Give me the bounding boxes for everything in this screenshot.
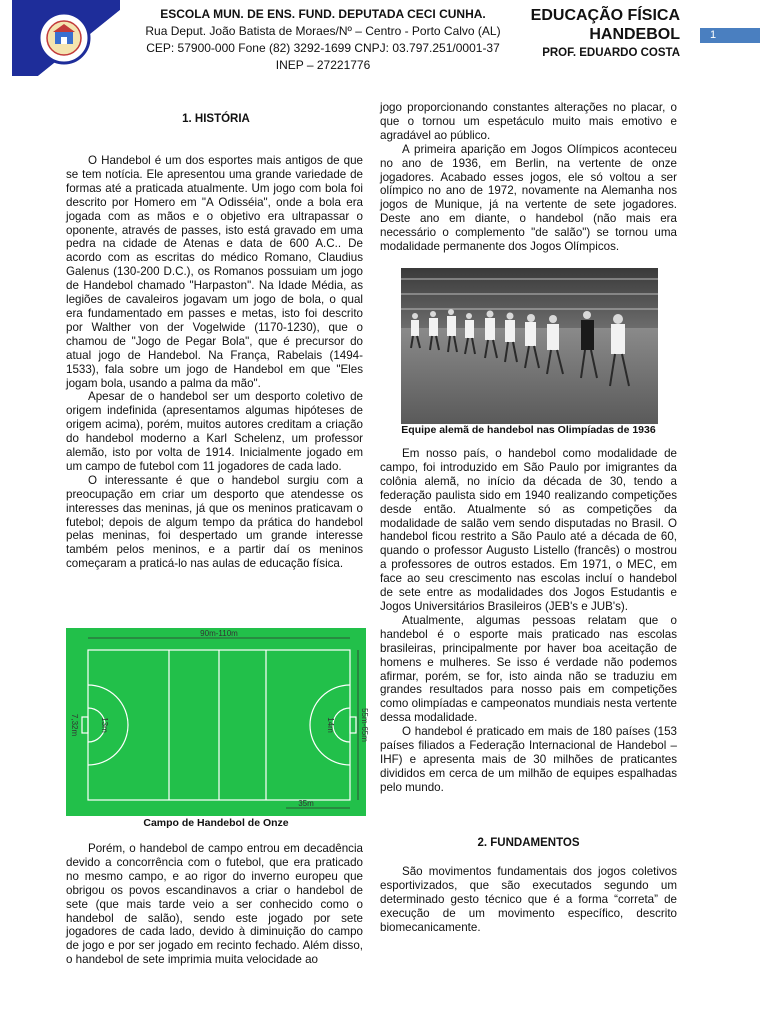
paragraph-modern-handball: Apesar de o handebol ser um desporto coletivo de origem indefinida (apresentamos algumas hipóteses de origem acima), porém, muitos autores creditam a criação do handebol moderno a Karl Schelenz, um professor alemão, isto por volta de 1914. Inicialmente jogado em um campo de futebol com 11 jogadores de cada lado. — [66, 390, 363, 473]
subject-block — [520, 6, 680, 59]
field-background — [66, 628, 366, 816]
school-name: ESCOLA MUN. DE ENS. FUND. DEPUTADA CECI CUNHA. — [160, 7, 486, 21]
school-logo — [12, 0, 120, 76]
right-area-label: 14m — [326, 717, 335, 733]
school-address: Rua Deput. João Batista de Moraes/Nº – Centro - Porto Calvo (AL) — [145, 24, 501, 38]
photo-caption: Equipe alemã de handebol nas Olimpíadas de 1936 — [401, 424, 656, 436]
paragraph-schools: Atualmente, algumas pessoas relatam que o handebol é o esporte mais praticado nas escolas brasileiras, principalmente por haver boa aceitação de homens e mulheres. Se isso é verdade não podemos afirmar, porém, se for, isto ainda não se traduziu em grandes resultados para nosso pais em competições como olimpíadas e campeonatos mundiais nesta vertente dessa modalidade. — [380, 613, 677, 725]
school-inep: INEP – 27221776 — [275, 58, 371, 72]
paragraph-decline: Porém, o handebol de campo entrou em decadência devido a concorrência com o futebol, que era praticado no mesmo campo, e ao rigor do inverno europeu que obrigou os povos escandinavos a criar o handebol de sete (que mais tarde veio a ser conhecido como o handebol de salão), sendo este jogado por sete jogadores de cada lado, devido à diminuição do campo de jogo e por ser jogado em recinto fechado. Além disso, o handebol de sete imprimia muita velocidade ao — [66, 842, 363, 967]
right-column-top — [380, 101, 677, 254]
paragraph-fundamentals: São movimentos fundamentais dos jogos coletivos esportivizados, que são executados segundo um determinado gesto técnico que é a forma “correta” de execução de um movimento específico, descrito biomecanicamente. — [380, 865, 677, 934]
paragraph-olympics: A primeira aparição em Jogos Olímpicos aconteceu no ano de 1936, em Berlin, na vertente de onze jogadores. Acabado esses jogos, ele só voltou a ser olímpico no ano de 1972, novamente na Alemanha nos jogos de Munique, já na vertente de sete jogadores. Deste ano em diante, o handebol (não mais era necessário o complemento "de salão") se tornou uma modalidade permanente dos Jogos Olímpicos. — [380, 142, 677, 254]
field-width-label: 55m-65m — [360, 708, 369, 742]
paragraph-worldwide: O handebol é praticado em mais de 180 países (153 países filiados a Federação Internacional de Handebol – IHF) e apresenta mais de 30 milhões de praticantes divididos em cerca de um milhão de equipes espalhadas pelo mundo. — [380, 725, 677, 794]
field-length-label: 90m-110m — [200, 629, 238, 638]
left-column-bottom — [66, 842, 363, 967]
school-contact: CEP: 57900-000 Fone (82) 3292-1699 CNPJ: 03.797.251/0001-37 — [146, 41, 500, 55]
section-heading-historia: 1. HISTÓRIA — [182, 113, 250, 125]
school-info — [128, 6, 518, 74]
section-heading-fundamentos: 2. FUNDAMENTOS — [477, 837, 580, 849]
page-number-badge: 1 — [700, 28, 760, 43]
field-bottom-label: 35m — [298, 799, 314, 808]
team-photo-1936 — [401, 268, 658, 424]
paragraph-continuation: jogo proporcionando constantes alterações no placar, o que o tornou um espetáculo muito mais emotivo e agradável ao público. — [380, 101, 677, 142]
field-caption: Campo de Handebol de Onze — [143, 817, 289, 829]
goal-width-label: 7,32m — [70, 713, 79, 737]
teacher-name: PROF. EDUARDO COSTA — [542, 47, 680, 59]
paragraph-girls-origin: O interessante é que o handebol surgiu com a preocupação em criar um desporto que atendesse os interesses das meninas, já que os meninos praticavam o futebol; depois de algum tempo da prática do handebol pelas meninas, foi despertado um grande interesse também pelos meninos, e a partir daí os meninos começaram a praticá-lo nas aulas de educação física. — [66, 473, 363, 571]
page-header — [0, 0, 768, 80]
right-column-middle — [380, 447, 677, 795]
paragraph-brazil: Em nosso país, o handebol como modalidade de campo, foi introduzido em São Paulo por imigrantes da colônia alemã, no início da década de 30, tendo a federação paulista sido em 1940 realizando competições desde então. Atualmente só as competições da modalidade de salão vem sendo disputadas no Brasil. O handebol ficou restrito a São Paulo até a década de 60, quando o professor Augusto Listello (francês) o mostrou a professores de outros estados. Em 1971, o MEC, em face ao seu crescimento nas escolas incluí o handebol de sete entre as modalidades dos Jogos Estudantis e Jogos Universitários Brasileiros (JEB's e JUB's). — [380, 447, 677, 613]
topic-title: HANDEBOL — [589, 26, 680, 43]
paragraph-origins: O Handebol é um dos esportes mais antigos de que se tem notícia. Ele apresentou uma grande variedade de formas até a praticada atualmente. Um jogo com bola foi descrito por Homero em "A Odisséia", onde a bola era jogada com as mãos e o objetivo era ultrapassar o oponente, através de passes, isto está gravado em uma pedra na cidade de Atenas e data de 600 A.C.. De acordo com as escritas do médico Romano, Claudius Galenus (130-200 D.C.), os Romanos possuiam um jogo de Handebol chamado "Harpaston". Na Idade Média, as legiões de cavaleiros jogavam um jogo de bola, o qual era fundamentado em passes e metas, isto foi descrito por Walther von der Vogelwide (1170-1230), que o chamou de "Jogo de Pegar Bola", que é precursor do atual jogo de Handebol. Na França, Rabelais (1494-1533), fala sobre um jogo de Handebol em que "Eles jogam bola, usando a palma da mão". — [66, 154, 363, 390]
handball-field-diagram — [66, 628, 369, 816]
left-column-top — [66, 154, 363, 571]
left-area-label: 13m — [100, 717, 109, 733]
right-column-bottom — [380, 865, 677, 935]
subject-title: EDUCAÇÃO FÍSICA — [530, 7, 680, 24]
